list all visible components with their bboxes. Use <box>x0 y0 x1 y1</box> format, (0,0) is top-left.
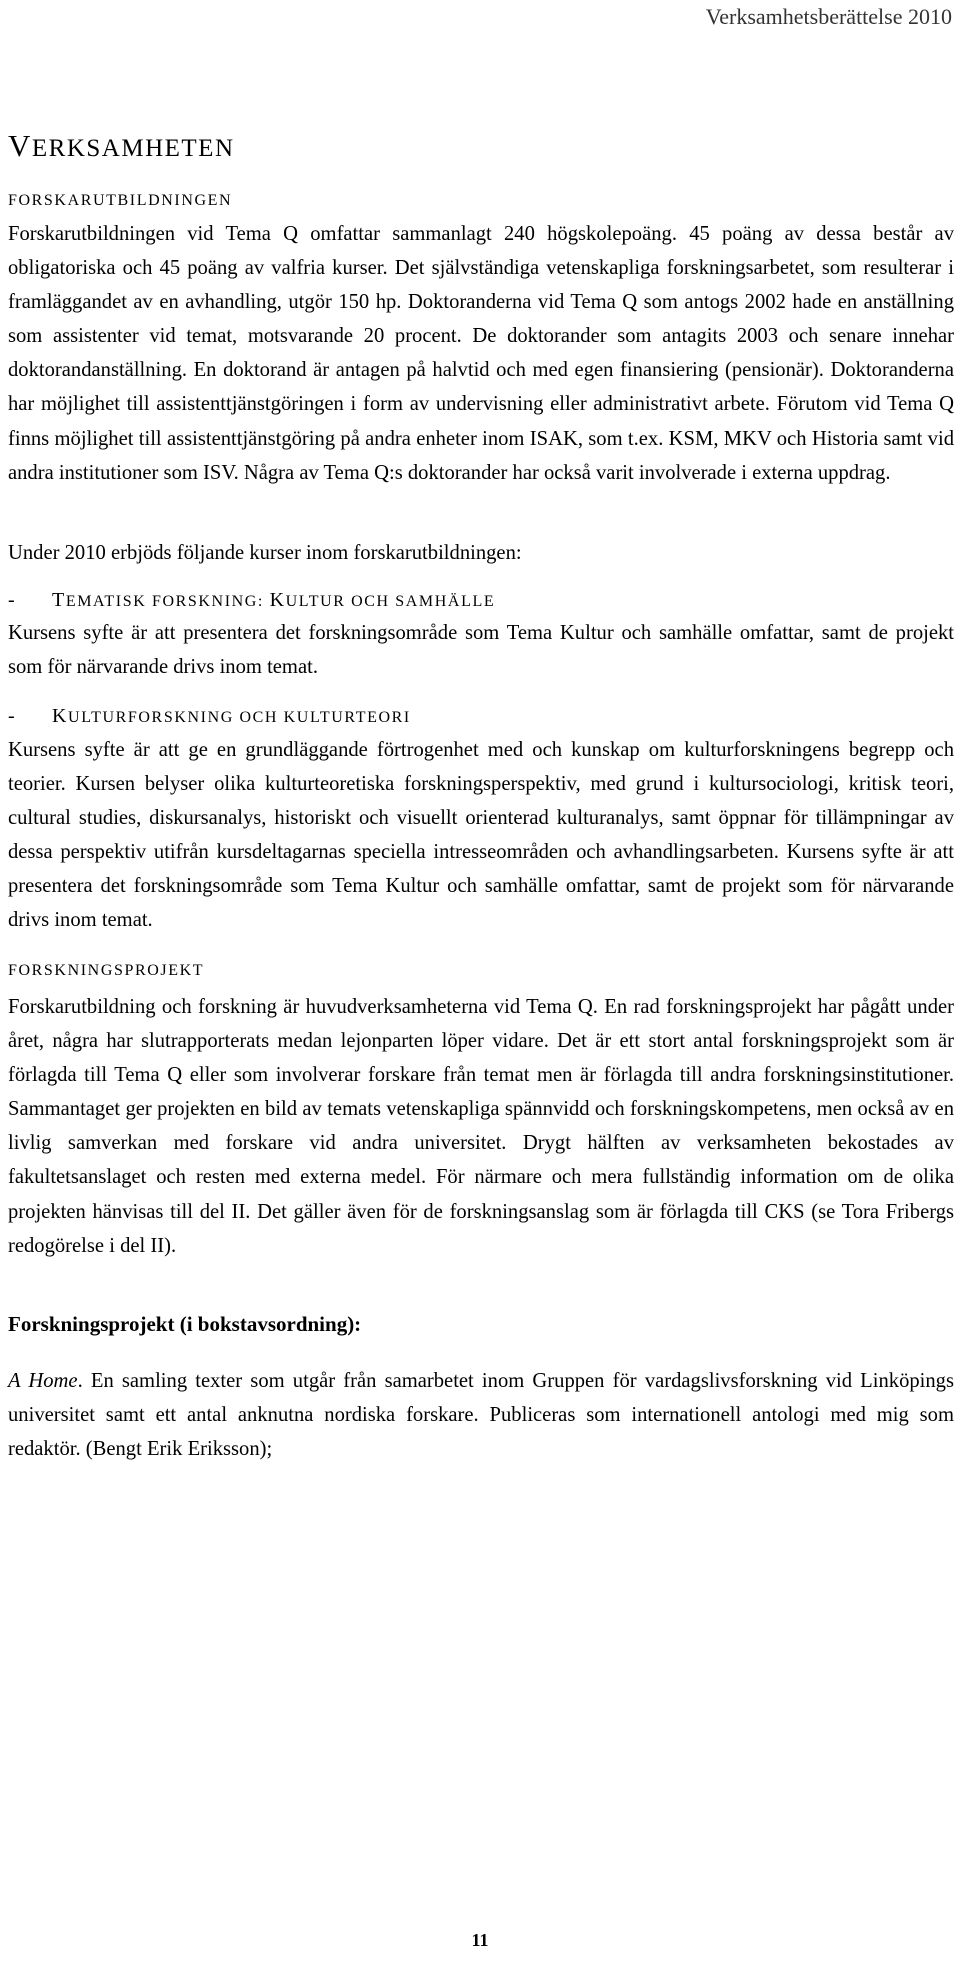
course-heading-rest-2: ULTUR OCH SAMHÄLLE <box>285 593 496 610</box>
project-entry <box>8 1364 954 1466</box>
section-heading-forskningsprojekt <box>8 962 954 980</box>
projects-heading <box>8 1312 954 1337</box>
page-title-initial: V <box>8 128 32 163</box>
project-text: . En samling texter som utgår från samarbetet inom Gruppen för vardagslivsforskning vid Linköpings universitet samt ett antal anknutna nordiska forskare. Publiceras som internationell antologi med mig som redaktör. (Bengt Erik Eriksson); <box>8 1370 954 1461</box>
course-description-kulturforskning <box>8 733 954 938</box>
page-number: 11 <box>471 1930 489 1950</box>
forskarutbildningen-paragraph <box>8 217 954 490</box>
course-heading-tematisk <box>8 589 954 612</box>
page-title <box>8 126 954 169</box>
page-title-rest: ERKSAMHETEN <box>31 135 235 162</box>
paragraph-text: Forskarutbildningen vid Tema Q omfattar sammanlagt 240 högskolepoäng. 45 poäng av dessa består av obligatoriska och 45 poäng av valfria kurser. Det självständiga vetenskapliga forskningsarbetet, som resulterar i framläggandet av en avhandling, utgör 150 hp. Doktoranderna vid Tema Q som antogs 2002 hade en anställning som assistenter vid temat, motsvarande 20 procent. De doktorander som antagits 2003 och senare innehar doktorandanställning. En doktorand är antagen på halvtid och med egen finansiering (pensionär). Doktoranderna har möjlighet till assistenttjänstgöringen i form av undervisning eller administrativt arbete. Förutom vid Tema Q finns möjlighet till assistenttjänstgöring på andra enheter inom ISAK, som t.ex. KSM, MKV och Historia samt vid andra institutioner som ISV. Några av Tema Q:s doktorander har också varit involverade i externa uppdrag. <box>8 223 954 484</box>
section-heading-forskarutbildningen <box>8 192 954 210</box>
course-description-tematisk <box>8 616 954 684</box>
course-heading-initial: T <box>52 589 66 611</box>
course-heading-kulturforskning <box>8 705 954 728</box>
course-heading-rest: ULTURFORSKNING OCH KULTURTEORI <box>68 709 411 726</box>
course-description-text: Kursens syfte är att ge en grundläggande förtrogenhet med och kunskap om kulturforskningens begrepp och teorier. Kursen belyser olika kulturteoretiska forskningsperspektiv, med grund i kultursociologi, kritisk teori, cultural studies, diskursanalys, historiskt och visuellt orienterad kulturanalys, samt öppnar för tillämpningar av dessa perspektiv utifrån kursdeltagarnas speciella intresseområden och avhandlingsarbeten. Kursens syfte är att presentera det forskningsområde som Tema Kultur och samhälle omfattar, samt de projekt som för närvarande drivs inom temat. <box>8 739 954 932</box>
courses-intro <box>8 536 954 570</box>
list-dash: - <box>8 705 15 727</box>
course-heading-initial: K <box>52 705 69 727</box>
section-heading-text: FORSKNINGSPROJEKT <box>8 962 205 979</box>
course-description-text: Kursens syfte är att presentera det forskningsområde som Tema Kultur och samhälle omfattar, samt de projekt som för närvarande drivs inom temat. <box>8 622 954 679</box>
course-heading-rest: EMATISK FORSKNING: <box>65 593 270 610</box>
project-title: A Home <box>8 1370 78 1392</box>
running-header: Verksamhetsberättelse 2010 <box>705 4 952 29</box>
section-heading-text: FORSKARUTBILDNINGEN <box>8 192 233 209</box>
projects-heading-text: Forskningsprojekt (i bokstavsordning): <box>8 1312 362 1336</box>
list-dash: - <box>8 589 15 611</box>
course-heading-initial-2: K <box>269 589 286 611</box>
courses-intro-text: Under 2010 erbjöds följande kurser inom forskarutbildningen: <box>8 542 522 564</box>
paragraph-text: Forskarutbildning och forskning är huvudverksamheterna vid Tema Q. En rad forskningsprojekt har pågått under året, några har slutrapporterats medan lejonparten löper vidare. Det är ett stort antal forskningsprojekt som är förlagda till Tema Q eller som involverar forskare från temat men är förlagda till andra forskningsinstitutioner. Sammantaget ger projekten en bild av temats vetenskapliga spännvidd och forskningskompetens, men också av en livlig samverkan med forskare vid andra universitet. Drygt hälften av verksamheten bekostades av fakultetsanslaget och resten med externa medel. För närmare och mera fullständig information om de olika projekten hänvisas till del II. Det gäller även för de forskningsanslag som är förlagda till CKS (se Tora Fribergs redogörelse i del II). <box>8 996 954 1257</box>
forskningsprojekt-paragraph <box>8 990 954 1263</box>
